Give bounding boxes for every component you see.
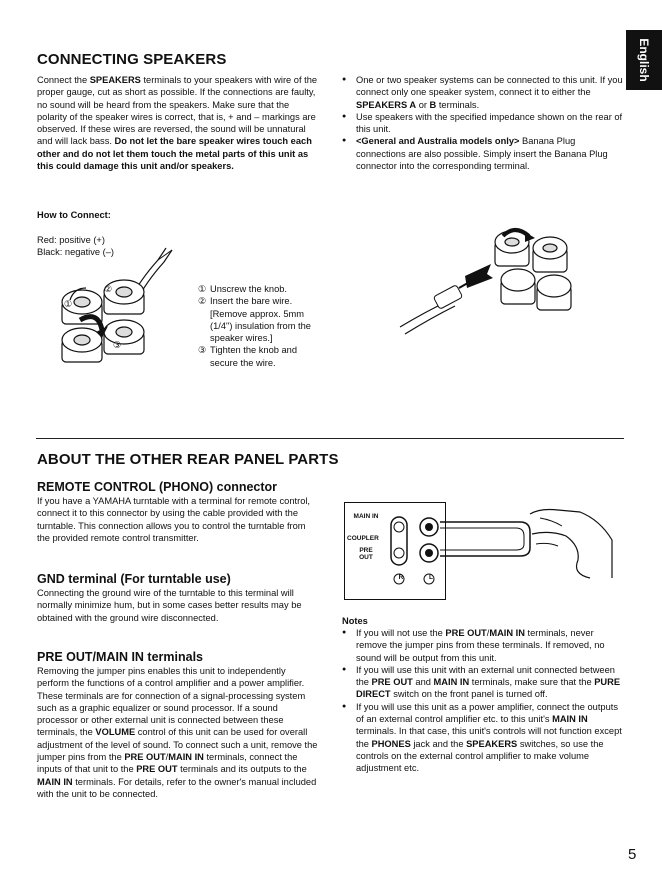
channel-r-label: R — [398, 574, 404, 581]
connecting-intro-text: Connect the SPEAKERS terminals to your speakers with wire of the proper gauge, cut as short as possible. If the connections are faulty, no sound will be heard from the speakers. Make sure that the polarity of the speaker wires is correct, that is, + and – markings are observed. If these wires are reversed, the sound will be unnatural and will lack bass. Do not let the bare speaker wires touch each other and do not let them touch the metal parts of this unit as this could damage this unit and/or speakers. — [37, 75, 318, 172]
connection-steps — [198, 283, 323, 369]
figure-label-two: ② — [104, 284, 113, 294]
bullet-item: ● One or two speaker systems can be connected to this unit. If you connect only one speaker system, connect it to either the SPEAKERS A or B terminals. — [340, 74, 624, 111]
main-in-label: MAIN IN — [353, 513, 379, 520]
section-title-other-rear-panel-parts: ABOUT THE OTHER REAR PANEL PARTS — [37, 451, 339, 468]
step-item: ② Insert the bare wire. [Remove approx. 5mm (1/4") insulation from the speaker wires.] — [198, 296, 311, 344]
figure-label-three: ③ — [113, 340, 122, 350]
language-tab — [626, 30, 662, 90]
remote-control-text: If you have a YAMAHA turntable with a terminal for remote control, connect it to this connector by using the cable provided with the turntable. This connection allows you to control the turntable from the provided remote control transmitter. — [37, 496, 311, 543]
bullet-item: ● <General and Australia models only> Banana Plug connections are also possible. Simply insert the Banana Plug connector into the corresponding terminal. — [340, 135, 624, 172]
how-to-connect-heading: How to Connect: — [37, 210, 111, 220]
page-number: 5 — [628, 846, 637, 863]
polarity-red-label: Red: positive (+) — [37, 235, 105, 245]
preout-mainin-text: Removing the jumper pins enables this unit to independently perform the functions of a control amplifier and a power amplifier. These terminals are for connection of a signal-processing system such as a graphic equalizer or sound processor. If a sound processor or other external unit is connected between these terminals, the VOLUME control of this unit can be used for overall adjustment of the level of sound. To connect such a unit, remove the jumper pins from the PRE OUT/MAIN IN terminals, connect the inputs of that unit to the PRE OUT terminals and its outputs to the MAIN IN terminals. For details, refer to the owner's manual included with the unit to be connected. — [37, 666, 318, 799]
remote-control-heading: REMOTE CONTROL (PHONO) connector — [37, 480, 278, 494]
hand-removing-jumper-illustration — [440, 500, 615, 580]
gnd-terminal-text: Connecting the ground wire of the turntable to this terminal will normally minimize hum, but in some cases better results may be obtained with the ground wire disconnected. — [37, 588, 302, 623]
language-tab-label: English — [637, 38, 651, 82]
gnd-terminal-heading: GND terminal (For turntable use) — [37, 572, 231, 586]
section-divider — [36, 438, 624, 439]
notes-list — [340, 627, 624, 775]
polarity-black-label: Black: negative (–) — [37, 247, 114, 257]
coupler-label: COUPLER — [347, 535, 379, 542]
speaker-terminal-illustration — [40, 240, 200, 385]
banana-plug-illustration — [395, 222, 575, 342]
figure-label-one: ① — [64, 299, 73, 309]
bullet-item: ● Use speakers with the specified impedance shown on the rear of this unit. — [340, 111, 624, 136]
bullet-item: ● If you will use this unit as a power amplifier, connect the outputs of an external control amplifier etc. to this unit's MAIN IN terminals. In that case, this unit's controls will not function except the PHONES jack and the SPEAKERS switches, so use the controls on the external control amplifier to make volume adjustment etc. — [340, 701, 624, 775]
connecting-bullets — [340, 74, 624, 172]
bullet-item: ● If you will use this unit with an external unit connected between the PRE OUT and MAIN IN terminals, make sure that the PURE DIRECT switch on the front panel is turned off. — [340, 664, 624, 701]
step-item: ① Unscrew the knob. — [198, 284, 287, 294]
section-title-connecting-speakers: CONNECTING SPEAKERS — [37, 51, 227, 68]
notes-heading: Notes — [342, 616, 368, 626]
bullet-item: ● If you will not use the PRE OUT/MAIN IN terminals, never remove the jumper pins from these terminals. If removed, no sound will be output from this unit. — [340, 627, 624, 664]
step-item: ③ Tighten the knob and secure the wire. — [198, 345, 298, 368]
channel-l-label: L — [429, 574, 433, 581]
preout-mainin-heading: PRE OUT/MAIN IN terminals — [37, 650, 203, 664]
rear-panel-illustration — [344, 502, 446, 600]
pre-out-label: PRE OUT — [359, 547, 373, 561]
